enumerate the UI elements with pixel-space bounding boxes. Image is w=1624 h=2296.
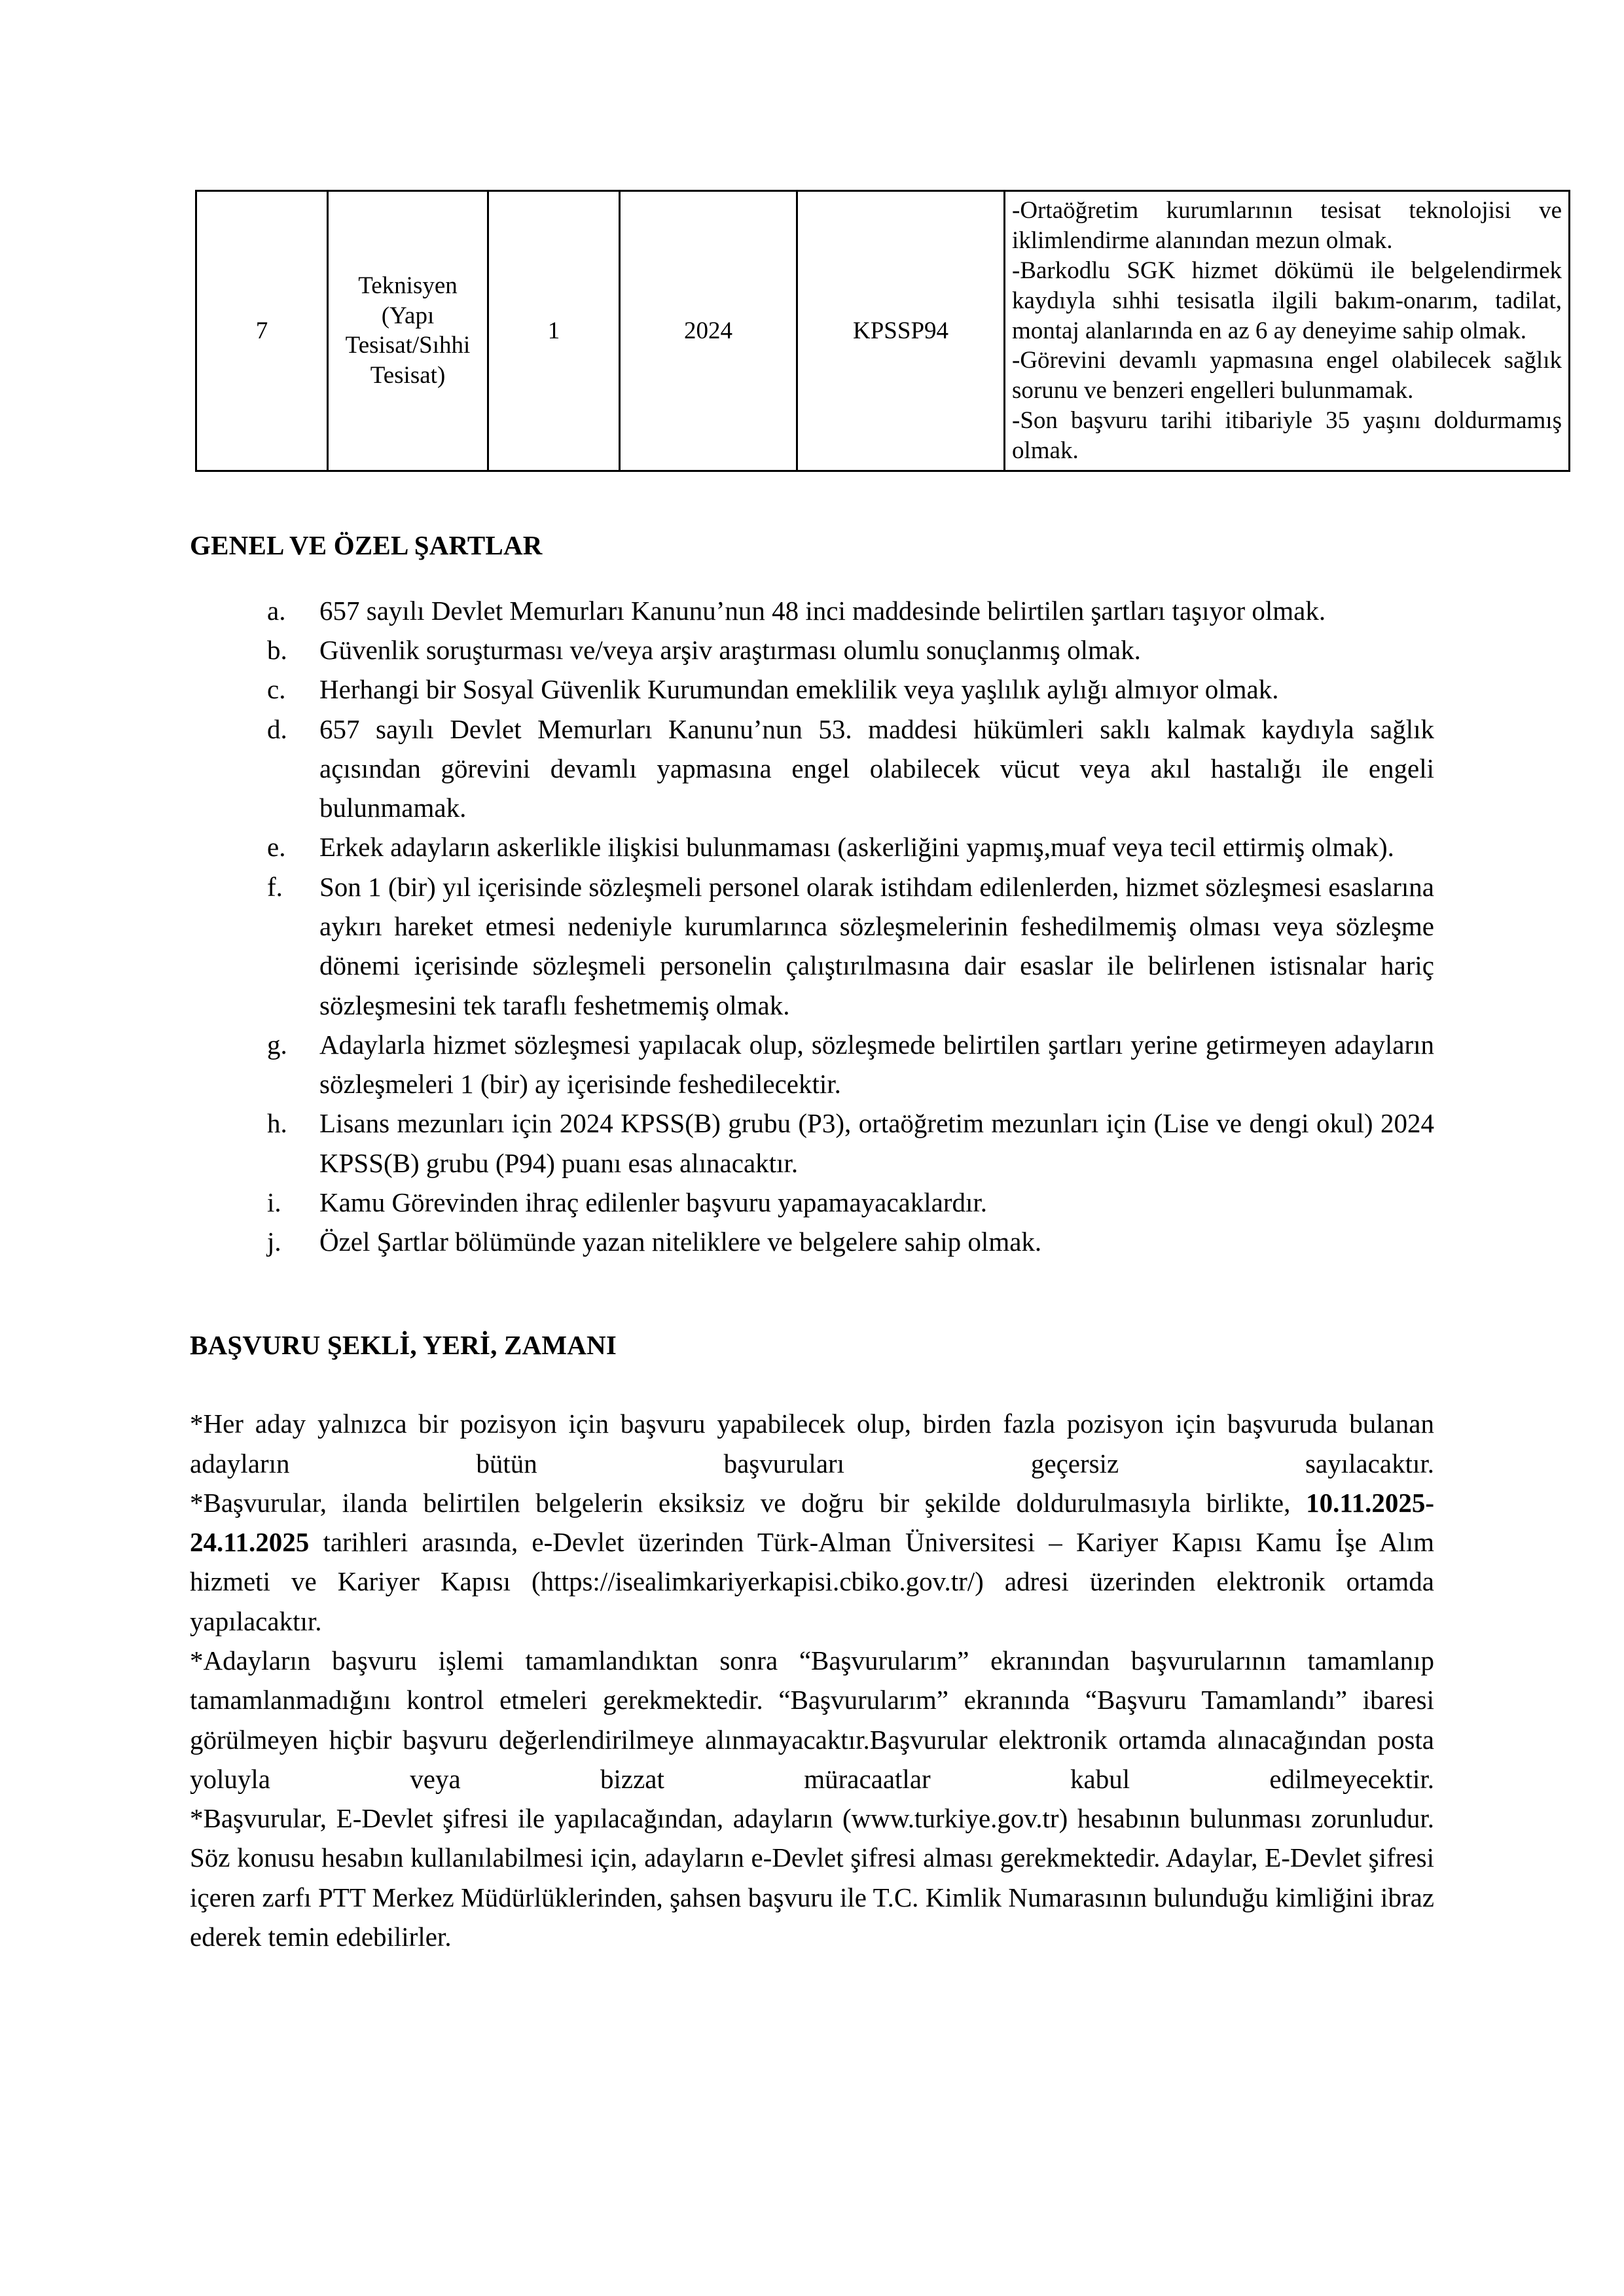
spacer <box>190 1361 1434 1404</box>
list-marker: h. <box>267 1108 287 1139</box>
list-marker: a. <box>267 595 286 626</box>
list-item <box>236 670 1434 709</box>
list-item-text: Özel Şartlar bölümünde yazan niteliklere ve belgelere sahip olmak. <box>319 1227 1042 1257</box>
application-date-range: 10.11.2025-24.11.2025 <box>190 1487 1434 1558</box>
cell-kpss-code: KPSSP94 <box>797 191 1005 471</box>
list-marker: i. <box>267 1187 281 1217</box>
title-line-2: (Yapı <box>381 302 435 329</box>
list-item-text: Lisans mezunları için 2024 KPSS(B) grubu (P3), ortaöğretim mezunları için (Lise ve dengi okul) 2024 KPSS(B) grubu (P94) puanı esas alınacaktır. <box>319 1108 1434 1178</box>
list-item <box>236 867 1434 1025</box>
requirement-item: -Ortaöğretim kurumlarının tesisat teknolojisi ve iklimlendirme alanından mezun olmak. <box>1012 197 1562 254</box>
application-body <box>190 1404 1434 1956</box>
application-paragraph-2 <box>190 1483 1434 1641</box>
list-marker: g. <box>267 1029 287 1060</box>
list-item-text: Adaylarla hizmet sözleşmesi yapılacak olup, sözleşmede belirtilen şartları yerine getirmeyen adayların sözleşmeleri 1 (bir) ay içerisinde feshedilecektir. <box>319 1029 1434 1100</box>
list-item-text: Erkek adayların askerlikle ilişkisi bulunmaması (askerliğini yapmış,muaf veya tecil ettirmiş olmak). <box>319 832 1394 863</box>
cell-position-no: 7 <box>196 191 328 471</box>
spacer <box>190 1261 1434 1329</box>
list-item-text: Güvenlik soruşturması ve/veya arşiv araştırması olumlu sonuçlanmış olmak. <box>319 635 1141 666</box>
application-paragraph-2-pre: *Başvurular, ilanda belirtilen belgelerin eksiksiz ve doğru bir şekilde doldurulmasıyla birlikte, <box>190 1487 1307 1518</box>
title-line-1: Teknisyen <box>358 272 458 299</box>
cell-position-title <box>328 191 488 471</box>
cell-position-count: 1 <box>488 191 620 471</box>
list-item <box>236 1025 1434 1104</box>
requirement-item: -Son başvuru tarihi itibariyle 35 yaşını doldurmamış olmak. <box>1012 407 1562 464</box>
list-item <box>236 1222 1434 1261</box>
title-line-3: Tesisat/Sıhhi <box>345 332 471 359</box>
application-paragraph-3: *Adayların başvuru işlemi tamamlandıktan sonra “Başvurularım” ekranından başvurularının tamamlanıp tamamlanmadığını kontrol etmeleri gerekmektedir. “Başvurularım” ekranında “Başvuru Tamamlandı” ibaresi görülmeyen hiçbir başvuru değerlendirilmeye alınmayacaktır.Başvurular elektronik ortamda alınacağından posta yoluyla veya bizzat müracaatlar kabul edilmeyecektir. <box>190 1645 1434 1794</box>
list-item <box>236 709 1434 828</box>
spacer <box>190 561 1434 591</box>
requirement-item: -Barkodlu SGK hizmet dökümü ile belgelendirmek kaydıyla sıhhi tesisatla ilgili bakım-onarım, tadilat, montaj alanlarında en az 6 ay deneyime sahip olmak. <box>1012 257 1562 344</box>
list-item-text: 657 sayılı Devlet Memurları Kanunu’nun 53. maddesi hükümleri saklı kalmak kaydıyla sağlık açısından görevini devamlı yapmasına engel olabilecek vücut veya akıl hastalığı ile engeli bulunmamak. <box>319 713 1434 823</box>
list-marker: c. <box>267 674 286 705</box>
list-item-text: 657 sayılı Devlet Memurları Kanunu’nun 48 inci maddesinde belirtilen şartları taşıyor olmak. <box>319 595 1326 626</box>
cell-kpss-year: 2024 <box>620 191 797 471</box>
list-marker: b. <box>267 635 287 666</box>
application-heading: BAŞVURU ŞEKLİ, YERİ, ZAMANI <box>190 1330 617 1361</box>
application-paragraph-1: *Her aday yalnızca bir pozisyon için başvuru yapabilecek olup, birden fazla pozisyon için başvuruda bulanan adayların bütün başvuruları geçersiz sayılacaktır. <box>190 1408 1434 1479</box>
list-item <box>236 827 1434 867</box>
list-marker: j. <box>267 1227 281 1257</box>
list-item-text: Son 1 (bir) yıl içerisinde sözleşmeli personel olarak istihdam edilenlerden, hizmet sözleşmesi esaslarına aykırı hareket etmesi nedeniyle kurumlarınca sözleşmelerinin feshedilmemiş olması veya sözleşme dönemi içerisinde sözleşmeli personelin çalıştırılmasına dair esaslar ile belirlenen istisnalar hariç sözleşmesini tek taraflı feshetmemiş olmak. <box>319 871 1434 1020</box>
table-row <box>196 191 1570 471</box>
cell-requirements <box>1005 191 1570 471</box>
list-marker: f. <box>267 871 283 902</box>
list-marker: e. <box>267 832 286 863</box>
general-conditions-heading: GENEL VE ÖZEL ŞARTLAR <box>190 529 543 560</box>
list-item <box>236 630 1434 670</box>
requirement-item: -Görevini devamlı yapmasına engel olabilecek sağlık sorunu ve benzeri engelleri bulunmamak. <box>1012 347 1562 404</box>
conditions-list <box>190 591 1434 1262</box>
spacer <box>190 472 1434 529</box>
list-item <box>236 591 1434 630</box>
list-item <box>236 1103 1434 1183</box>
list-marker: d. <box>267 713 287 744</box>
list-item-text: Kamu Görevinden ihraç edilenler başvuru yapamayacaklardır. <box>319 1187 988 1217</box>
position-table <box>195 190 1570 472</box>
title-line-4: Tesisat) <box>370 362 446 389</box>
application-paragraph-4: *Başvurular, E-Devlet şifresi ile yapılacağından, adayların (www.turkiye.gov.tr) hesabının bulunması zorunludur. Söz konusu hesabın kullanılabilmesi için, adayların e-Devlet şifresi alması gerekmektedir. Adaylar, E-Devlet şifresi içeren zarfı PTT Merkez Müdürlüklerinden, şahsen başvuru ile T.C. Kimlik Numarasının bulunduğu kimliğini ibraz ederek temin edebilirler. <box>190 1803 1434 1952</box>
list-item <box>236 1183 1434 1222</box>
application-paragraph-2-post: tarihleri arasında, e-Devlet üzerinden Türk-Alman Üniversitesi – Kariyer Kapısı Kamu İşe Alım hizmeti ve Kariyer Kapısı (https://isealimkariyerkapisi.cbiko.gov.tr/) adresi üzerinden elektronik ortamda yapılacaktır. <box>190 1527 1434 1636</box>
list-item-text: Herhangi bir Sosyal Güvenlik Kurumundan emeklilik veya yaşlılık aylığı almıyor olmak. <box>319 674 1279 705</box>
